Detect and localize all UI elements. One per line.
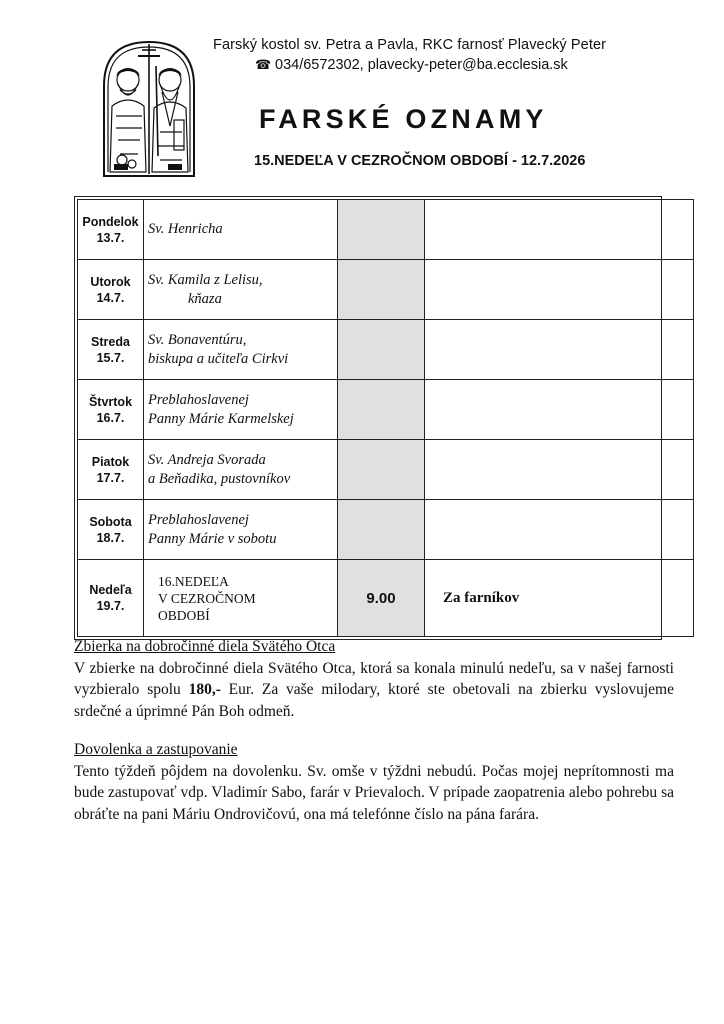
day-cell: Štvrtok 16.7. [78, 380, 144, 440]
feast-cell: Preblahoslavenej Panny Márie Karmelskej [144, 380, 338, 440]
announcement-heading: Dovolenka a zastupovanie [74, 741, 238, 758]
mass-schedule-table [77, 199, 694, 637]
time-cell: 9.00 [338, 560, 425, 637]
time-cell [338, 500, 425, 560]
announcement-heading: Zbierka na dobročinné diela Svätého Otca [74, 638, 336, 655]
collection-amount: 180,- [188, 681, 221, 698]
day-cell: Piatok 17.7. [78, 440, 144, 500]
parish-name: Farský kostol sv. Petra a Pavla, RKC farnosť Plavecký Peter [213, 37, 607, 53]
table-row [78, 260, 694, 320]
time-cell [338, 200, 425, 260]
intention-cell [425, 440, 694, 500]
intention-cell [425, 200, 694, 260]
intention-cell [425, 380, 694, 440]
feast-cell: Preblahoslavenej Panny Márie v sobotu [144, 500, 338, 560]
feast-cell: 16.NEDEĽA V CEZROČNOM OBDOBÍ [144, 560, 338, 637]
time-cell [338, 440, 425, 500]
announcement-text: V zbierke na dobročinné diela Svätého Otca, ktorá sa konala minulú nedeľu, sa v našej farnosti vyzbieralo spolu 180,- Eur. Za vaše milodary, ktoré ste obetovali na zbierku vyslovujeme srdečné a úprimné Pán Boh odmeň. [74, 659, 674, 720]
day-cell: Utorok 14.7. [78, 260, 144, 320]
phone-icon: ☎ [255, 57, 272, 72]
feast-cell: Sv. Bonaventúru, biskupa a učiteľa Cirkvi [144, 320, 338, 380]
table-row [78, 440, 694, 500]
saints-peter-and-paul-logo [98, 36, 200, 178]
intention-cell [425, 260, 694, 320]
intention-cell [425, 500, 694, 560]
table-row [78, 320, 694, 380]
feast-cell: Sv. Henricha [144, 200, 338, 260]
intention-cell: Za farníkov [425, 560, 694, 637]
feast-cell: Sv. Andreja Svorada a Beňadika, pustovníkov [144, 440, 338, 500]
table-row [78, 380, 694, 440]
table-row [78, 200, 694, 260]
table-row [78, 560, 694, 637]
day-cell: Streda 15.7. [78, 320, 144, 380]
day-cell: Nedeľa 19.7. [78, 560, 144, 637]
announcement-collection [74, 636, 674, 722]
time-cell [338, 260, 425, 320]
announcement-vacation [74, 739, 674, 825]
time-cell [338, 380, 425, 440]
table-row [78, 500, 694, 560]
day-cell: Sobota 18.7. [78, 500, 144, 560]
announcement-text: Tento týždeň pôjdem na dovolenku. Sv. omše v týždni nebudú. Počas mojej neprítomnosti ma bude zastupovať vdp. Vladimír Sabo, farár v Prievaloch. V prípade zaopatrenia alebo pohrebu sa obráťte na pani Máriu Ondrovičovú, ona má telefónne číslo na pána farára. [74, 762, 674, 823]
day-cell: Pondelok 13.7. [78, 200, 144, 260]
contact-text: 034/6572302, plavecky-peter@ba.ecclesia.sk [275, 57, 568, 73]
contact-line [255, 57, 568, 73]
page-title: FARSKÉ OZNAMY [259, 104, 548, 134]
feast-cell: Sv. Kamila z Lelisu, kňaza [144, 260, 338, 320]
time-cell [338, 320, 425, 380]
intention-cell [425, 320, 694, 380]
page-subtitle: 15.NEDEĽA V CEZROČNOM OBDOBÍ - 12.7.2026 [254, 153, 586, 169]
